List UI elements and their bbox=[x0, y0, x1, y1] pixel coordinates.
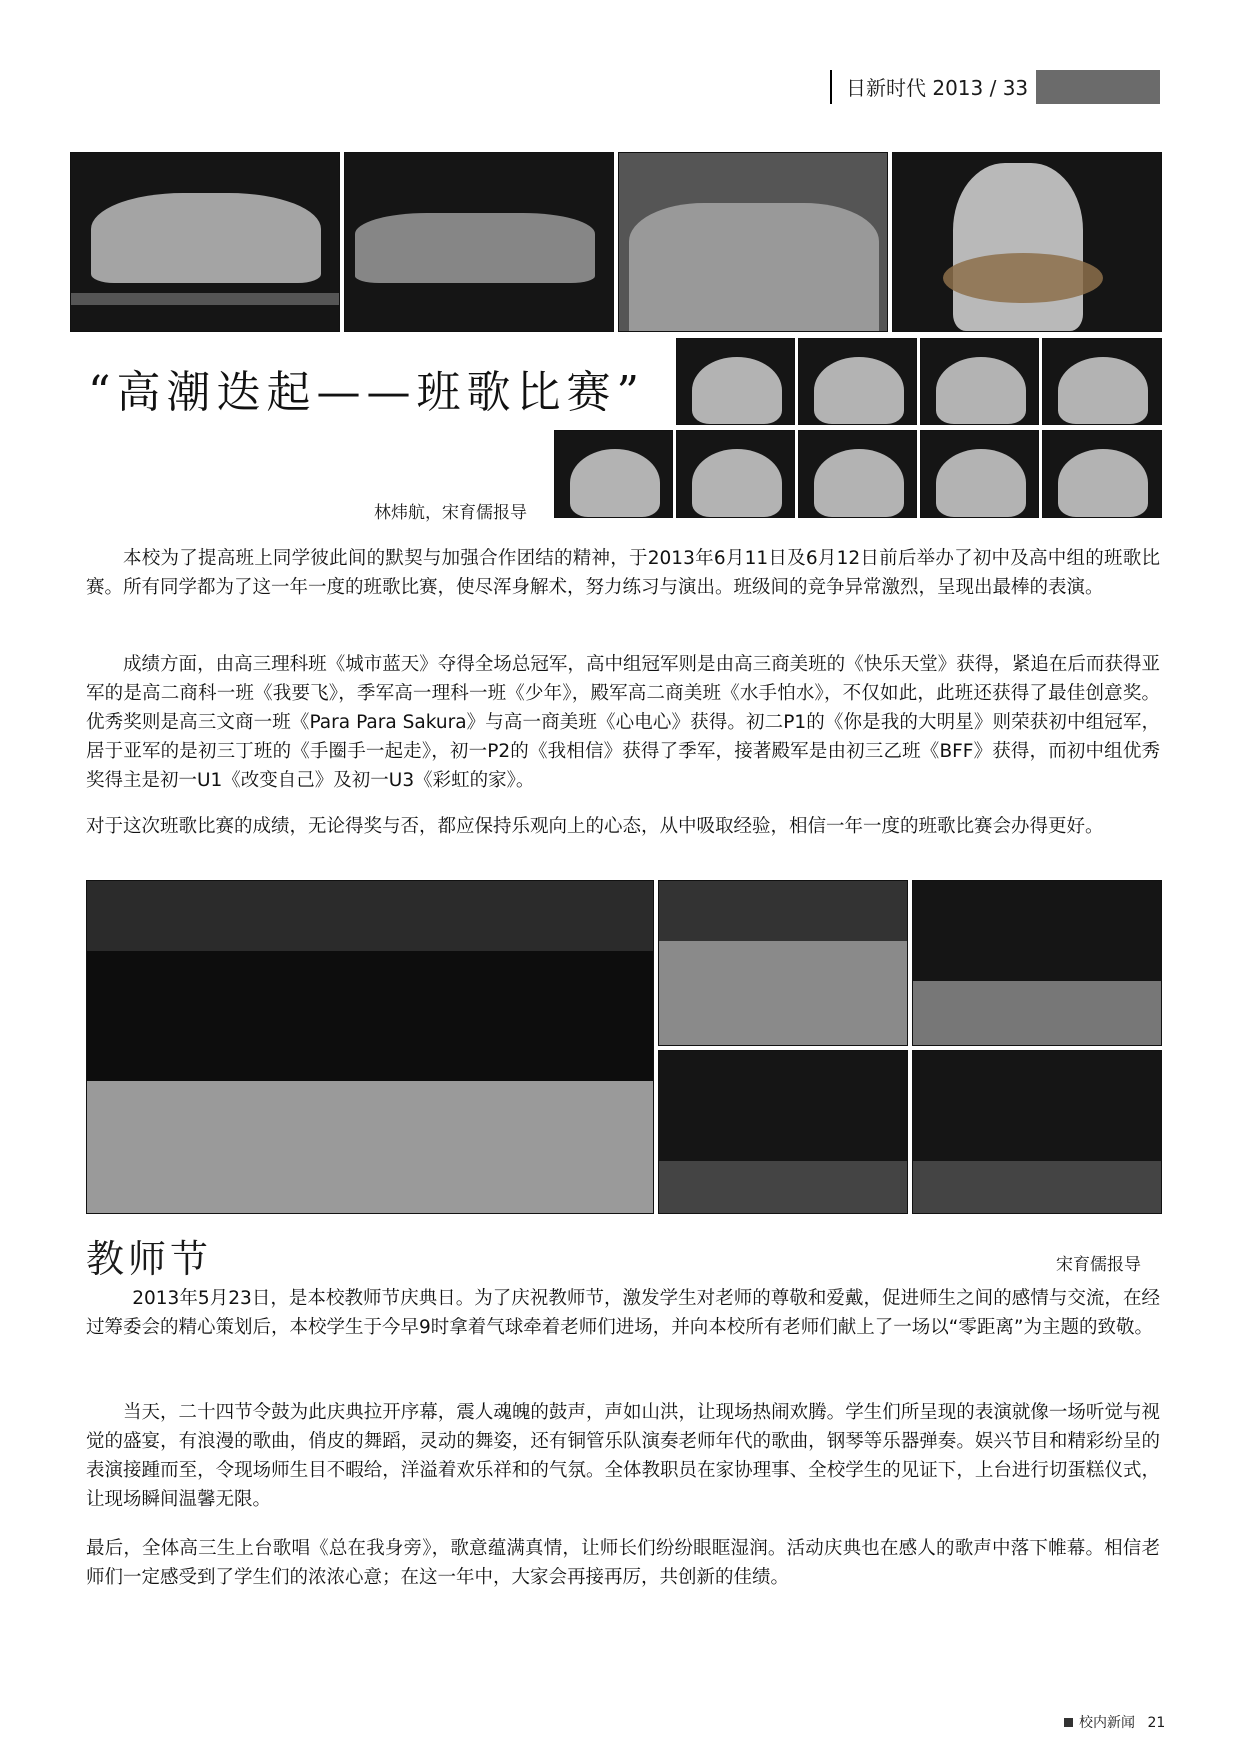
photo-award-5 bbox=[554, 430, 673, 518]
photo-choir-stage bbox=[70, 152, 340, 332]
footer-square-icon bbox=[1064, 1718, 1073, 1727]
photo-cake-cutting bbox=[658, 880, 908, 1046]
photo-award-9 bbox=[1042, 430, 1162, 518]
photo-singing-group bbox=[618, 152, 888, 332]
photo-balloons bbox=[912, 880, 1162, 1046]
photo-drum-performance-1 bbox=[658, 1050, 908, 1214]
photo-drum-performance-2 bbox=[912, 1050, 1162, 1214]
article-byline: 林炜航，宋育儒报导 bbox=[374, 503, 527, 523]
header-bar bbox=[1036, 70, 1160, 104]
section-byline: 宋育儒报导 bbox=[1056, 1255, 1141, 1275]
article-title: “高潮迭起——班歌比赛” bbox=[88, 367, 645, 418]
section-paragraph-1: 2013年5月23日，是本校教师节庆典日。为了庆祝教师节，激发学生对老师的尊敬和爱戴，促进师生之间的感情与交流，在经过筹委会的精心策划后，本校学生于今早9时拿着气球牵着老师们进场，并向本校所有老师们献上了一场以“零距离”为主题的致敬。 bbox=[86, 1288, 1160, 1338]
section-paragraph-3: 最后，全体高三生上台歌唱《总在我身旁》，歌意蕴满真情，让师长们纷纷眼眶湿润。活动庆典也在感人的歌声中落下帷幕。相信老师们一定感受到了学生们的浓浓心意；在这一年中，大家会再接再厉，共创新的佳绩。 bbox=[86, 1538, 1160, 1588]
photo-award-7 bbox=[798, 430, 917, 518]
section-paragraph-2: 当天，二十四节令鼓为此庆典拉开序幕，震人魂魄的鼓声，声如山洪，让现场热闹欢腾。学生们所呈现的表演就像一场听觉与视觉的盛宴，有浪漫的歌曲，俏皮的舞蹈，灵动的舞姿，还有铜管乐队演奏老师年代的歌曲，钢琴等乐器弹奏。娱兴节目和精彩纷呈的表演接踵而至，令现场师生目不暇给，洋溢着欢乐祥和的气氛。全体教职员在家协理事、全校学生的见证下，上台进行切蛋糕仪式，让现场瞬间温馨无限。 bbox=[86, 1402, 1160, 1510]
page-number: 21 bbox=[1147, 1715, 1166, 1731]
footer-section: 校内新闻 bbox=[1079, 1715, 1135, 1731]
photo-award-8 bbox=[920, 430, 1039, 518]
article-paragraph-1: 本校为了提高班上同学彼此间的默契与加强合作团结的精神，于2013年6月11日及6月12日前后举办了初中及高中组的班歌比赛。所有同学都为了这一年一度的班歌比赛，使尽浑身解术，努力练习与演出。班级间的竞争异常激烈，呈现出最棒的表演。 bbox=[86, 548, 1160, 598]
photo-guitar-player bbox=[892, 152, 1162, 332]
header-divider bbox=[830, 70, 832, 104]
photo-award-4 bbox=[1042, 338, 1162, 425]
photo-award-6 bbox=[676, 430, 795, 518]
article-paragraph-2: 成绩方面，由高三理科班《城市蓝天》夺得全场总冠军，高中组冠军则是由高三商美班的《快乐天堂》获得，紧追在后而获得亚军的是高二商科一班《我要飞》，季军高一理科一班《少年》，殿军高二商美班《水手怕水》，不仅如此，此班还获得了最佳创意奖。优秀奖则是高三文商一班《Para Para Sakura》与高一商美班《心电心》获得。初二P1的《你是我的大明星》则荣获初中组冠军，居于亚军的是初三丁班的《手圈手一起走》，初一P2的《我相信》获得了季军，接著殿军是由初三乙班《BFF》获得，而初中组优秀奖得主是初一U1《改变自己》及初一U3《彩虹的家》。 bbox=[86, 654, 1160, 791]
page-footer bbox=[1064, 1712, 1165, 1732]
photo-hall-stage bbox=[86, 880, 654, 1214]
photo-award-3 bbox=[920, 338, 1039, 425]
photo-award-2 bbox=[798, 338, 917, 425]
section-title: 教师节 bbox=[86, 1237, 213, 1281]
running-header: 日新时代 2013 / 33 bbox=[846, 76, 1029, 100]
photo-performers-pointing bbox=[344, 152, 614, 332]
photo-award-1 bbox=[676, 338, 795, 425]
article-paragraph-3: 对于这次班歌比赛的成绩，无论得奖与否，都应保持乐观向上的心态，从中吸取经验，相信一年一度的班歌比赛会办得更好。 bbox=[86, 816, 1104, 837]
